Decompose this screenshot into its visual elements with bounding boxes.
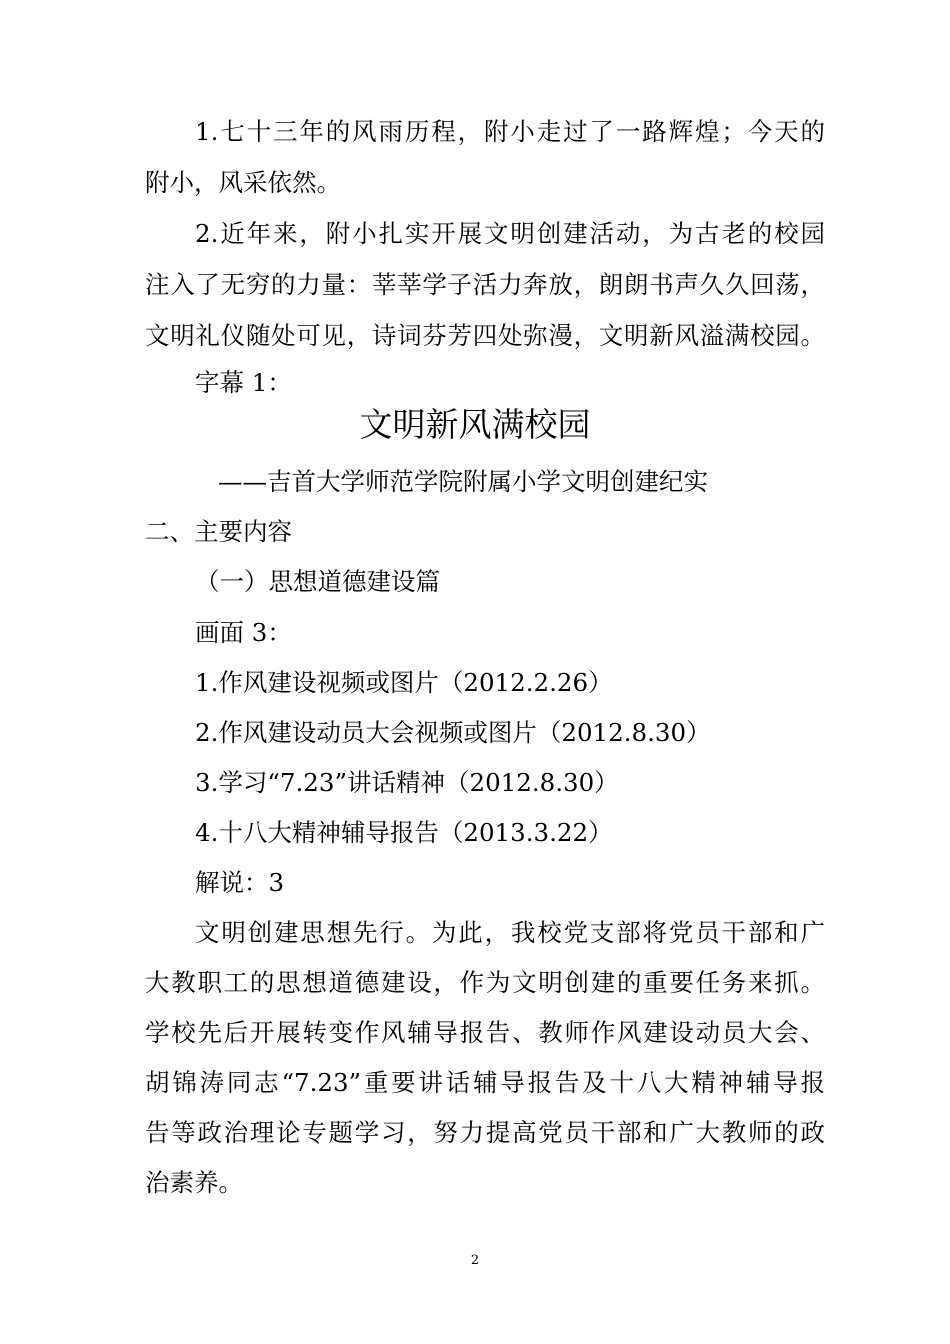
scene-item-3: 3.学习“7.23”讲话精神（2012.8.30） bbox=[195, 768, 619, 797]
document-subtitle: ——吉首大学师范学院附属小学文明创建纪实 bbox=[218, 467, 708, 496]
subsection-heading: （一）思想道德建设篇 bbox=[195, 567, 440, 596]
narration-line-6: 治素养。 bbox=[145, 1168, 243, 1197]
scene-item-4: 4.十八大精神辅导报告（2013.3.22） bbox=[195, 818, 613, 847]
narration-line-4: 胡锦涛同志“7.23”重要讲话辅导报告及十八大精神辅导报 bbox=[145, 1068, 825, 1097]
paragraph-2-line-3: 文明礼仪随处可见，诗词芬芳四处弥漫，文明新风溢满校园。 bbox=[145, 321, 825, 350]
narration-line-2: 大教职工的思想道德建设，作为文明创建的重要任务来抓。 bbox=[145, 968, 825, 997]
paragraph-1-line-2: 附小，风采依然。 bbox=[145, 168, 341, 197]
narration-line-5: 告等政治理论专题学习，努力提高党员干部和广大教师的政 bbox=[145, 1118, 825, 1147]
narration-label: 解说：3 bbox=[195, 868, 285, 897]
scene-label: 画面 3： bbox=[195, 618, 292, 647]
narration-line-3: 学校先后开展转变作风辅导报告、教师作风建设动员大会、 bbox=[145, 1018, 825, 1047]
caption-label: 字幕 1： bbox=[195, 368, 292, 397]
paragraph-2-line-1: 2.近年来，附小扎实开展文明创建活动，为古老的校园 bbox=[195, 219, 825, 248]
paragraph-2-line-2: 注入了无穷的力量：莘莘学子活力奔放，朗朗书声久久回荡， bbox=[145, 270, 825, 299]
narration-line-1: 文明创建思想先行。为此，我校党支部将党员干部和广 bbox=[195, 918, 825, 947]
scene-item-2: 2.作风建设动员大会视频或图片（2012.8.30） bbox=[195, 718, 711, 747]
scene-item-1: 1.作风建设视频或图片（2012.2.26） bbox=[195, 668, 613, 697]
paragraph-1-line-1: 1.七十三年的风雨历程，附小走过了一路辉煌；今天的 bbox=[195, 117, 825, 146]
document-title: 文明新风满校园 bbox=[359, 405, 591, 444]
section-heading: 二、主要内容 bbox=[145, 517, 292, 546]
page-number: 2 bbox=[470, 1253, 480, 1268]
